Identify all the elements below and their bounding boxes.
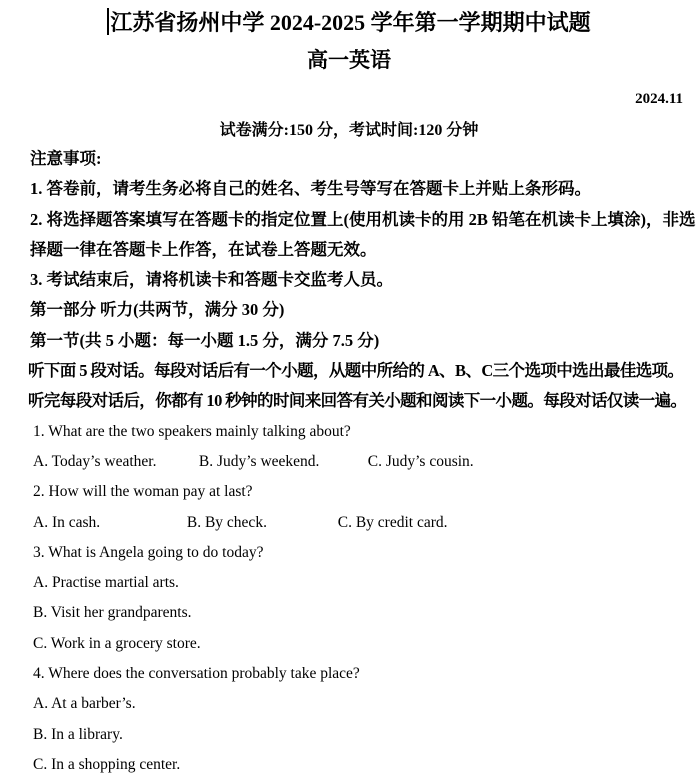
notice-item-1: 1. 答卷前，请考生务必将自己的姓名、考生号等写在答题卡上并贴上条形码。 — [30, 179, 591, 199]
question-4-text: 4. Where does the conversation probably take place? — [33, 665, 360, 683]
notice-item-3: 3. 考试结束后，请将机读卡和答题卡交监考人员。 — [30, 270, 393, 290]
notice-item-2-line-2: 择题一律在答题卡上作答，在试卷上答题无效。 — [30, 239, 377, 259]
question-4-option-a: A. At a barber’s. — [33, 695, 136, 713]
question-2-options-row — [0, 508, 698, 538]
question-3-option-c: C. Work in a grocery store. — [33, 634, 201, 652]
question-4-option-b: B. In a library. — [33, 725, 123, 743]
question-3-option-a: A. Practise martial arts. — [33, 574, 179, 592]
question-1-option-b: B. Judy’s weekend. — [198, 452, 320, 470]
question-2-option-a: A. In cash. — [33, 513, 101, 531]
question-2-option-c: C. By credit card. — [337, 513, 448, 531]
exam-score-time-info: 试卷满分:150 分，考试时间:120 分钟 — [219, 122, 479, 139]
title-row — [0, 0, 698, 36]
question-4-option-c: C. In a shopping center. — [33, 755, 181, 773]
paper-date: 2024.11 — [635, 91, 683, 107]
question-3-text: 3. What is Angela going to do today? — [33, 543, 264, 561]
question-1-option-c: C. Judy’s cousin. — [367, 452, 474, 470]
notice-heading: 注意事项: — [30, 149, 102, 168]
document-body — [0, 144, 698, 775]
question-2-option-b: B. By check. — [186, 513, 267, 531]
question-1-text: 1. What are the two speakers mainly talking about? — [33, 422, 351, 440]
paper-title: 江苏省扬州中学 2024-2025 学年第一学期期中试题 — [110, 10, 591, 35]
listening-instruction-2: 听完每段对话后，你都有 10 秒钟的时间来回答有关小题和阅读下一小题。每段对话仅读一遍。 — [28, 391, 687, 411]
question-1-option-a: A. Today’s weather. — [33, 452, 157, 470]
question-2-text: 2. How will the woman pay at last? — [33, 483, 253, 501]
section-1-heading: 第一节(共 5 小题：每一小题 1.5 分，满分 7.5 分) — [30, 330, 380, 350]
part-1-heading: 第一部分 听力(共两节，满分 30 分) — [30, 300, 285, 320]
listening-instruction-1: 听下面 5 段对话。每段对话后有一个小题，从题中所给的 A、B、C三个选项中选出最佳选项。 — [28, 361, 684, 381]
notice-item-2-line-1: 2. 将选择题答案填写在答题卡的指定位置上(使用机读卡的用 2B 铅笔在机读卡上填涂)，非选 — [30, 209, 696, 229]
question-1-options-row — [0, 447, 698, 477]
question-3-option-b: B. Visit her grandparents. — [33, 604, 192, 622]
paper-subtitle: 高一英语 — [307, 48, 391, 72]
